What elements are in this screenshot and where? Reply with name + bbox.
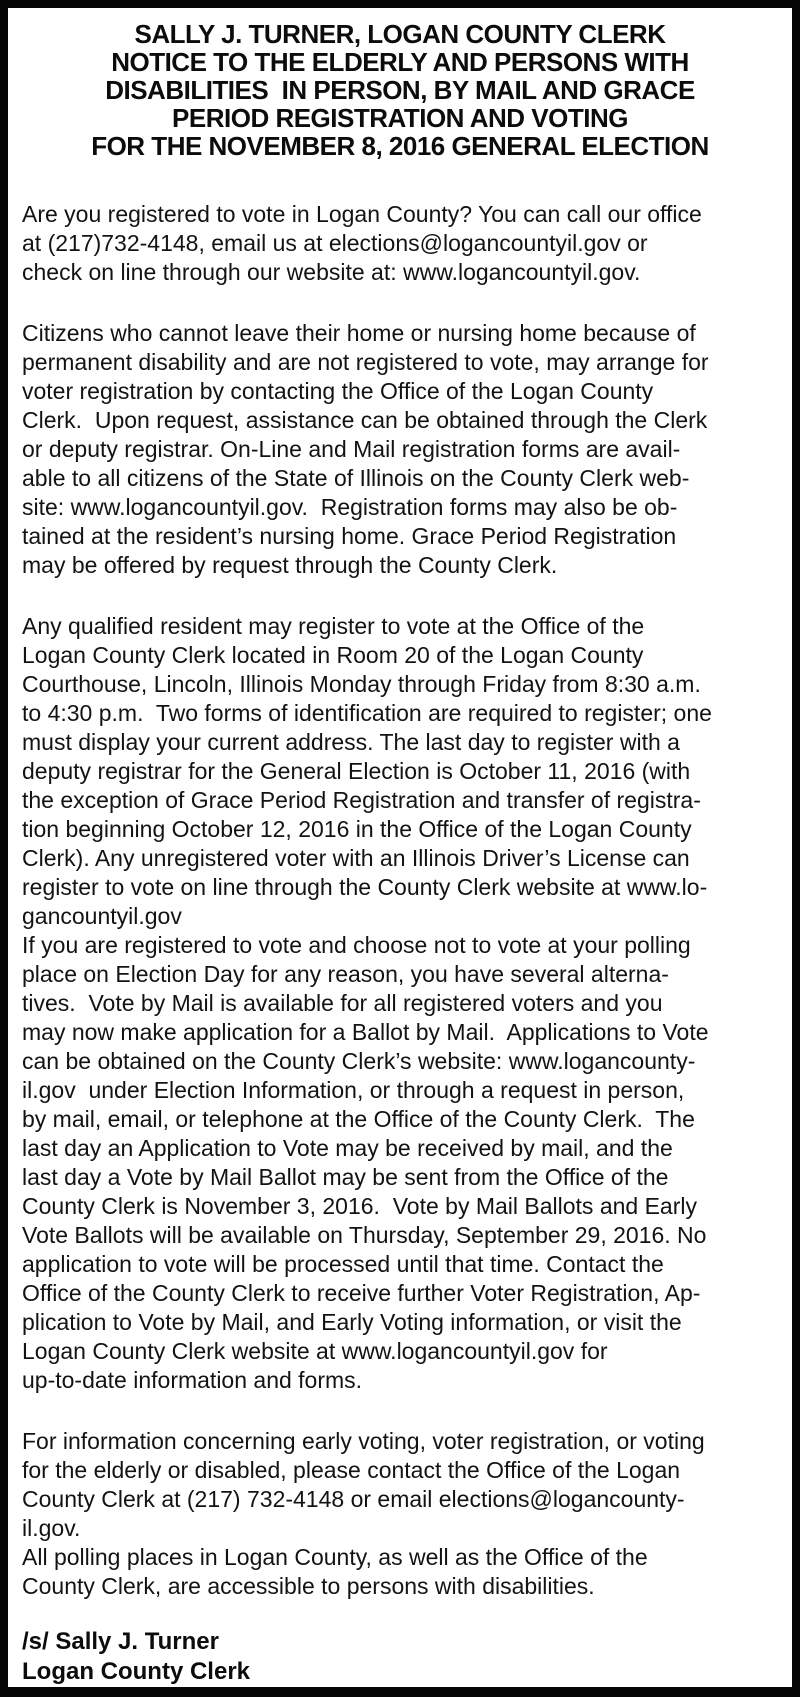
text-line: may be offered by request through the County Clerk.	[22, 552, 558, 578]
text-line: at (217)732-4148, email us at elections@logancountyil.gov or	[22, 230, 648, 256]
text-line: Clerk. Upon request, assistance can be obtained through the Clerk	[22, 407, 708, 433]
notice-title	[22, 20, 778, 160]
text-line: the exception of Grace Period Registration and transfer of registra-	[22, 787, 701, 813]
text-line: place on Election Day for any reason, you have several alterna-	[22, 961, 669, 987]
text-line: Logan County Clerk	[22, 1658, 251, 1685]
text-line: may now make application for a Ballot by Mail. Applications to Vote	[22, 1019, 709, 1045]
paragraph-accessibility	[22, 1543, 778, 1601]
text-line: Are you registered to vote in Logan County? You can call our office	[22, 201, 702, 227]
signature-block	[22, 1627, 778, 1687]
text-line: last day an Application to Vote may be received by mail, and the	[22, 1135, 673, 1161]
text-line: Clerk). Any unregistered voter with an Illinois Driver’s License can	[22, 845, 690, 871]
text-line: register to vote on line through the County Clerk website at www.lo-	[22, 874, 708, 900]
text-line: can be obtained on the County Clerk’s website: www.logancounty-	[22, 1048, 696, 1074]
text-line: up-to-date information and forms.	[22, 1367, 363, 1393]
text-line: /s/ Sally J. Turner	[22, 1628, 219, 1655]
text-line: to 4:30 p.m. Two forms of identification are required to register; one	[22, 700, 712, 726]
text-line: PERIOD REGISTRATION AND VOTING	[172, 103, 628, 133]
text-line: must display your current address. The last day to register with a	[22, 729, 680, 755]
text-line: check on line through our website at: www.logancountyil.gov.	[22, 259, 641, 285]
text-line: tives. Vote by Mail is available for all registered voters and you	[22, 990, 663, 1016]
text-line: site: www.logancountyil.gov. Registration forms may also be ob-	[22, 494, 678, 520]
text-line: tion beginning October 12, 2016 in the Office of the Logan County	[22, 816, 692, 842]
text-line: or deputy registrar. On-Line and Mail registration forms are avail-	[22, 436, 681, 462]
text-line: last day a Vote by Mail Ballot may be sent from the Office of the	[22, 1164, 669, 1190]
notice-paper	[8, 8, 792, 1687]
text-line: SALLY J. TURNER, LOGAN COUNTY CLERK	[134, 19, 666, 49]
text-line: If you are registered to vote and choose not to vote at your polling	[22, 932, 691, 958]
text-line: il.gov under Election Information, or through a request in person,	[22, 1077, 685, 1103]
text-line: deputy registrar for the General Election is October 11, 2016 (with	[22, 758, 691, 784]
paragraph-registration-check	[22, 200, 778, 287]
text-line: for the elderly or disabled, please contact the Office of the Logan	[22, 1457, 681, 1483]
text-line: able to all citizens of the State of Illinois on the County Clerk web-	[22, 465, 690, 491]
text-line: County Clerk at (217) 732-4148 or email elections@logancounty-	[22, 1486, 685, 1512]
text-line: tained at the resident’s nursing home. Grace Period Registration	[22, 523, 677, 549]
text-line: application to vote will be processed until that time. Contact the	[22, 1251, 664, 1277]
text-line: DISABILITIES IN PERSON, BY MAIL AND GRACE	[105, 75, 695, 105]
text-line: Logan County Clerk located in Room 20 of the Logan County	[22, 642, 644, 668]
text-line: Logan County Clerk website at www.logancountyil.gov for	[22, 1338, 608, 1364]
paragraph-contact-info	[22, 1427, 778, 1543]
text-line: FOR THE NOVEMBER 8, 2016 GENERAL ELECTION	[91, 131, 709, 161]
text-line: For information concerning early voting, voter registration, or voting	[22, 1428, 705, 1454]
text-line: permanent disability and are not registered to vote, may arrange for	[22, 349, 709, 375]
text-line: Citizens who cannot leave their home or nursing home because of	[22, 320, 696, 346]
text-line: Any qualified resident may register to vote at the Office of the	[22, 613, 645, 639]
text-line: gancountyil.gov	[22, 903, 182, 929]
text-line: voter registration by contacting the Office of the Logan County	[22, 378, 654, 404]
paragraph-in-person-registration	[22, 612, 778, 931]
text-line: NOTICE TO THE ELDERLY AND PERSONS WITH	[111, 47, 689, 77]
text-line: Vote Ballots will be available on Thursday, September 29, 2016. No	[22, 1222, 707, 1248]
text-line: il.gov.	[22, 1515, 81, 1541]
text-line: by mail, email, or telephone at the Office of the County Clerk. The	[22, 1106, 695, 1132]
text-line: plication to Vote by Mail, and Early Voting information, or visit the	[22, 1309, 682, 1335]
paragraph-vote-by-mail	[22, 931, 778, 1395]
paragraph-homebound-registration	[22, 319, 778, 580]
text-line: Office of the County Clerk to receive further Voter Registration, Ap-	[22, 1280, 701, 1306]
text-line: County Clerk is November 3, 2016. Vote by Mail Ballots and Early	[22, 1193, 697, 1219]
text-line: Courthouse, Lincoln, Illinois Monday through Friday from 8:30 a.m.	[22, 671, 701, 697]
text-line: County Clerk, are accessible to persons with disabilities.	[22, 1573, 595, 1599]
text-line: All polling places in Logan County, as well as the Office of the	[22, 1544, 648, 1570]
notice-body	[22, 200, 778, 1601]
